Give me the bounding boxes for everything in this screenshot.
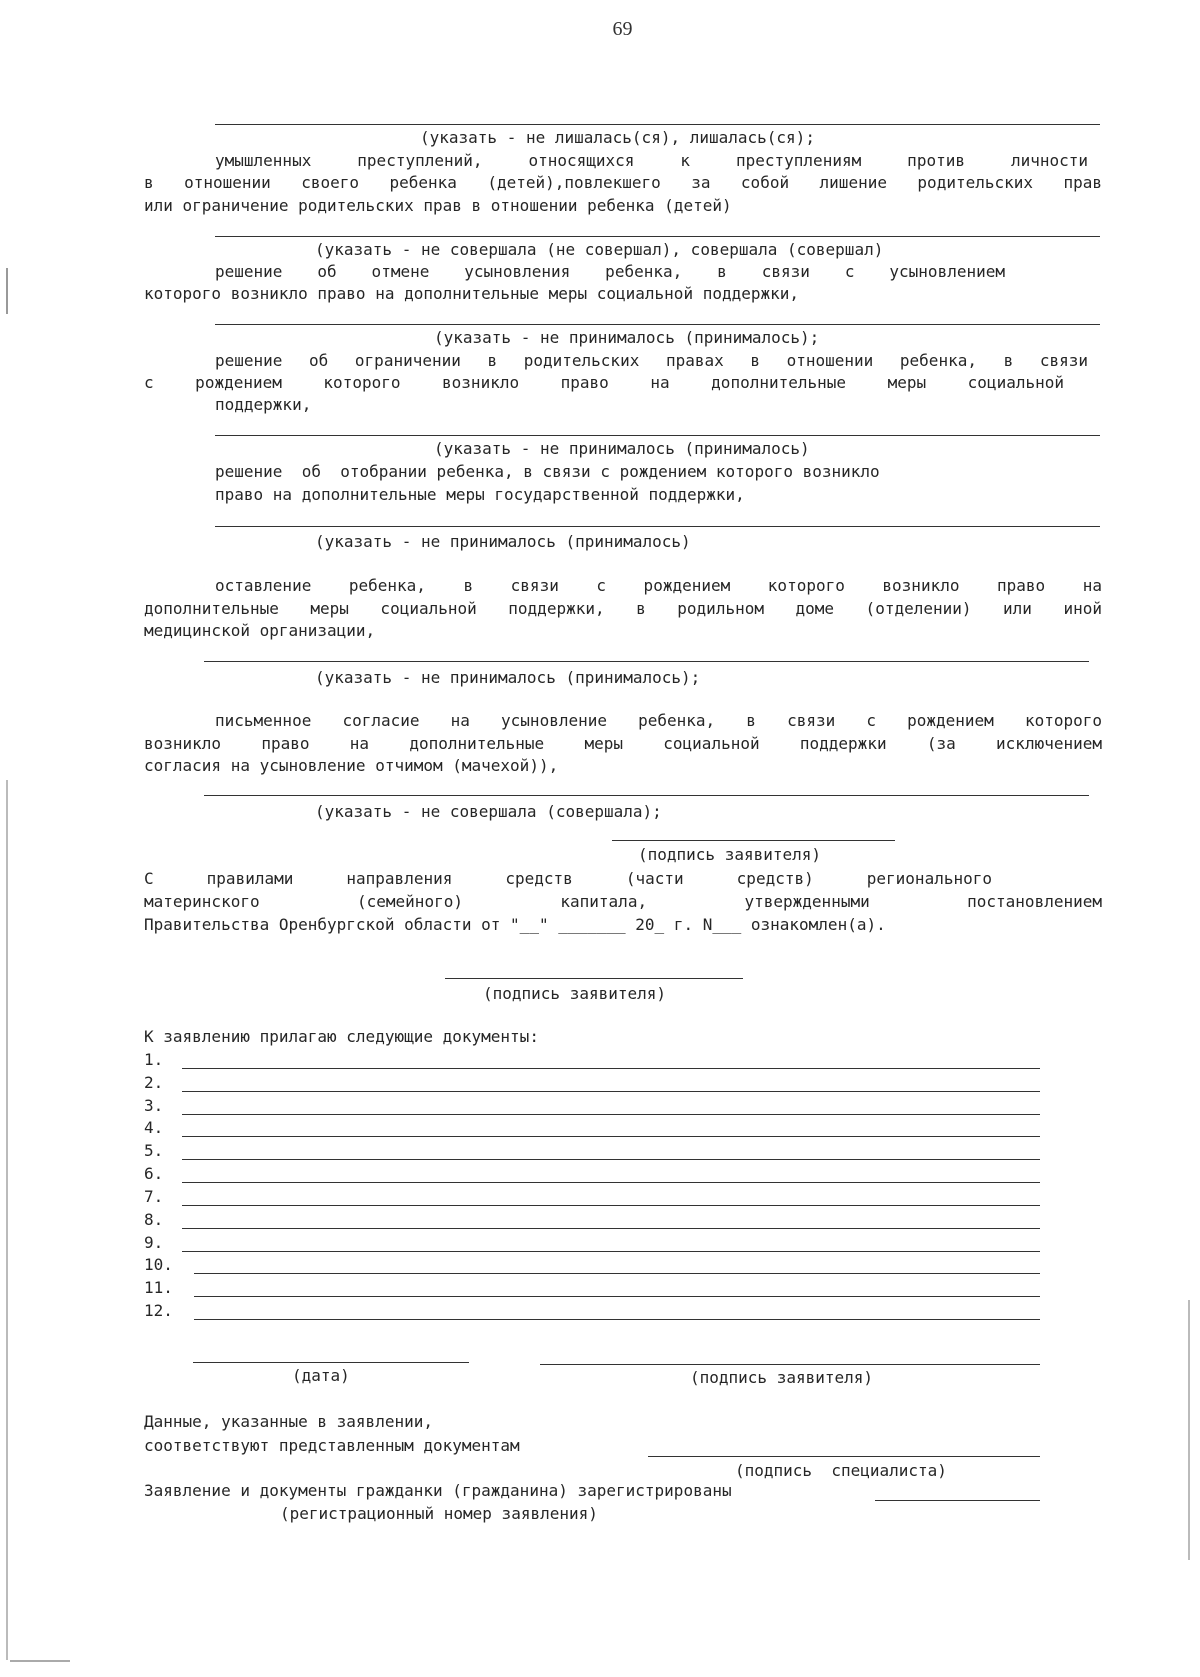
fill-line[interactable] — [194, 1319, 1040, 1320]
list-item-number: 6. — [144, 1164, 164, 1183]
scan-edge-right — [1188, 1300, 1190, 1560]
scan-edge-bottom — [10, 1660, 70, 1662]
fill-line — [215, 124, 1100, 125]
paragraph-line: решение об отмене усыновления ребенка, в связи с усыновлением — [215, 262, 1005, 281]
list-item-number: 4. — [144, 1118, 164, 1137]
field-hint: (указать - не лишалась(ся), лишалась(ся); — [420, 128, 815, 147]
fill-line[interactable] — [182, 1228, 1040, 1229]
paragraph-line: оставление ребенка, в связи с рождением которого возникло право на — [215, 576, 1102, 595]
list-item-number: 2. — [144, 1073, 164, 1092]
specialist-signature-line[interactable] — [648, 1456, 1040, 1457]
registration-number-line[interactable] — [875, 1500, 1040, 1501]
fill-line[interactable] — [182, 1205, 1040, 1206]
paragraph-line: поддержки, — [215, 395, 312, 414]
fill-line — [204, 795, 1089, 796]
paragraph-line: Правительства Оренбургской области от "__" _______ 20_ г. N___ ознакомлен(а). — [144, 915, 886, 934]
field-hint: (указать - не совершала (совершала); — [315, 802, 662, 821]
list-item-number: 7. — [144, 1187, 164, 1206]
signature-line[interactable] — [540, 1364, 1040, 1365]
date-line[interactable] — [193, 1362, 469, 1363]
signature-line — [445, 978, 743, 979]
paragraph-line: медицинской организации, — [144, 621, 376, 640]
fill-line[interactable] — [182, 1159, 1040, 1160]
paragraph-line: или ограничение родительских прав в отношении ребенка (детей) — [144, 196, 732, 215]
fill-line — [215, 435, 1100, 436]
fill-line[interactable] — [182, 1068, 1040, 1069]
fill-line[interactable] — [182, 1251, 1040, 1252]
verify-text: Данные, указанные в заявлении, — [144, 1412, 433, 1431]
fill-line — [204, 661, 1089, 662]
signature-caption: (подпись заявителя) — [638, 845, 822, 864]
list-item-number: 11. — [144, 1278, 173, 1297]
paragraph-line: с рождением которого возникло право на дополнительные меры социальной — [144, 373, 1064, 392]
paragraph-line: умышленных преступлений, относящихся к преступлениям против личности — [215, 151, 1088, 170]
date-caption: (дата) — [292, 1366, 350, 1385]
list-item-number: 10. — [144, 1255, 173, 1274]
signature-caption: (подпись заявителя) — [690, 1368, 874, 1387]
paragraph-line: которого возникло право на дополнительные меры социальной поддержки, — [144, 284, 800, 303]
fill-line — [215, 236, 1100, 237]
paragraph-line: возникло право на дополнительные меры социальной поддержки (за исключением — [144, 734, 1102, 753]
fill-line[interactable] — [182, 1091, 1040, 1092]
paragraph-line: решение об отобрании ребенка, в связи с рождением которого возникло — [215, 462, 880, 481]
paragraph-line: материнского (семейного) капитала, утвержденными постановлением — [144, 892, 1102, 911]
scan-edge-left — [6, 780, 8, 1660]
registration-text: Заявление и документы гражданки (гражданина) зарегистрированы — [144, 1481, 732, 1500]
registration-caption: (регистрационный номер заявления) — [280, 1504, 598, 1523]
fill-line[interactable] — [182, 1182, 1040, 1183]
fill-line[interactable] — [194, 1273, 1040, 1274]
fill-line[interactable] — [194, 1296, 1040, 1297]
paragraph-line: право на дополнительные меры государственной поддержки, — [215, 485, 745, 504]
paragraph-line: согласия на усыновление отчимом (мачехой)), — [144, 756, 559, 775]
fill-line[interactable] — [182, 1114, 1040, 1115]
field-hint: (указать - не принималось (принималось); — [315, 668, 701, 687]
signature-caption: (подпись заявителя) — [483, 984, 667, 1003]
paragraph-line: дополнительные меры социальной поддержки, в родильном доме (отделении) или иной — [144, 599, 1102, 618]
paragraph-line: в отношении своего ребенка (детей),повлекшего за собой лишение родительских прав — [144, 173, 1102, 192]
paragraph-line: решение об ограничении в родительских правах в отношении ребенка, в связи — [215, 351, 1088, 370]
fill-line[interactable] — [182, 1136, 1040, 1137]
list-item-number: 12. — [144, 1301, 173, 1320]
signature-line — [612, 840, 895, 841]
fill-line — [215, 526, 1100, 527]
scan-edge-left — [6, 268, 8, 314]
documents-heading: К заявлению прилагаю следующие документы: — [144, 1027, 539, 1046]
specialist-caption: (подпись специалиста) — [735, 1461, 947, 1480]
page-number: 69 — [612, 18, 633, 40]
list-item-number: 3. — [144, 1096, 164, 1115]
list-item-number: 9. — [144, 1233, 164, 1252]
fill-line — [215, 324, 1100, 325]
field-hint: (указать - не принималось (принималось) — [434, 439, 810, 458]
paragraph-line: письменное согласие на усыновление ребенка, в связи с рождением которого — [215, 711, 1102, 730]
verify-text: соответствуют представленным документам — [144, 1436, 520, 1455]
list-item-number: 8. — [144, 1210, 164, 1229]
list-item-number: 5. — [144, 1141, 164, 1160]
list-item-number: 1. — [144, 1050, 164, 1069]
field-hint: (указать - не принималось (принималось) — [315, 532, 691, 551]
paragraph-line: С правилами направления средств (части средств) регионального — [144, 869, 992, 888]
field-hint: (указать - не совершала (не совершал), совершала (совершал) — [315, 240, 884, 259]
field-hint: (указать - не принималось (принималось); — [434, 328, 820, 347]
